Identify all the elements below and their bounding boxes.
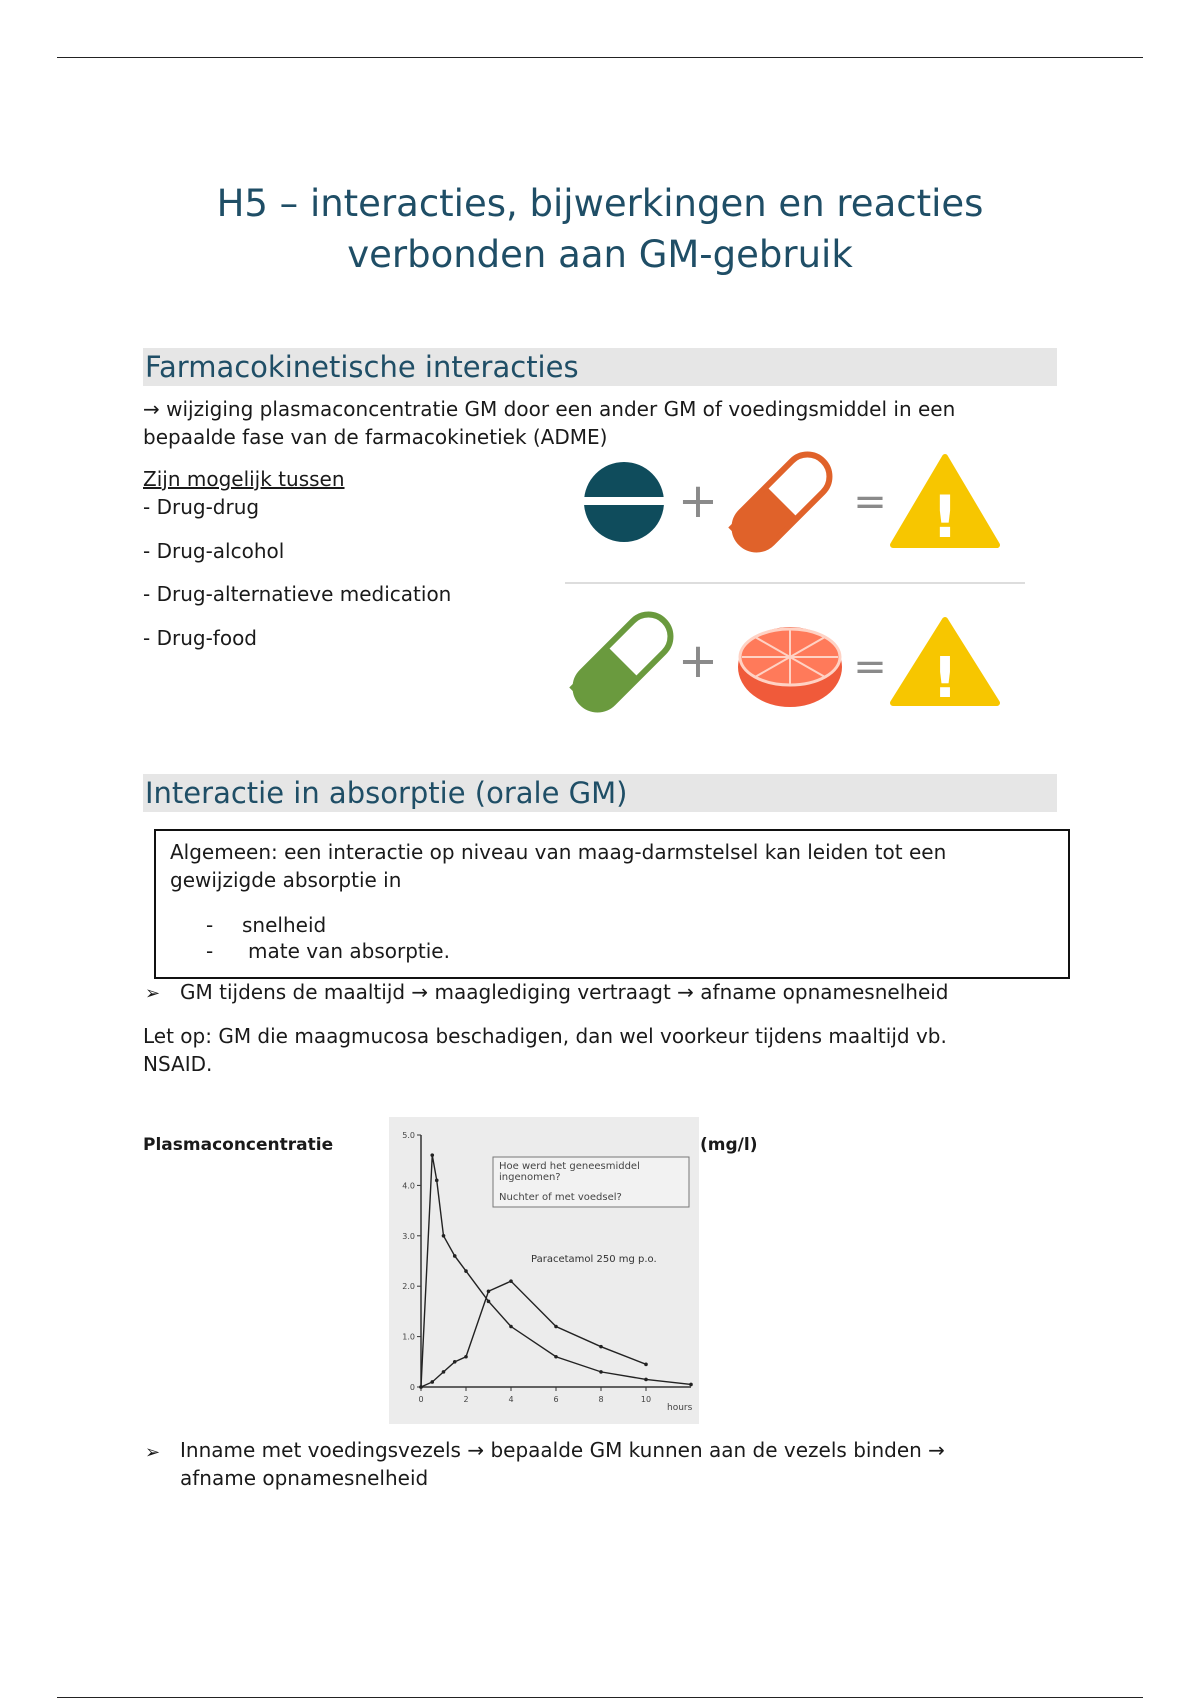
warning-icon bbox=[893, 457, 997, 551]
data-point bbox=[644, 1378, 648, 1382]
bullet-fiber-line-1: Inname met voedingsvezels → bepaalde GM kunnen aan de vezels binden → bbox=[180, 1438, 945, 1462]
y-tick-label: 2.0 bbox=[402, 1282, 415, 1292]
list-item: - Drug-drug bbox=[143, 495, 260, 519]
data-point bbox=[554, 1325, 558, 1329]
warning-icon bbox=[893, 620, 997, 711]
data-point bbox=[599, 1370, 603, 1374]
data-point bbox=[554, 1355, 558, 1359]
data-point bbox=[487, 1300, 491, 1304]
equals-sign: = bbox=[853, 644, 887, 690]
box-item: mate van absorptie. bbox=[248, 939, 450, 963]
data-point bbox=[442, 1370, 446, 1374]
chart-ylabel-left: Plasmaconcentratie bbox=[143, 1135, 334, 1155]
title-line-1: H5 – interacties, bijwerkingen en reacties bbox=[216, 182, 984, 225]
data-point bbox=[419, 1385, 423, 1389]
data-point bbox=[509, 1325, 513, 1329]
warning-mark: ! bbox=[931, 483, 959, 551]
note-line-1: Let op: GM die maagmucosa beschadigen, dan wel voorkeur tijdens maaltijd vb. bbox=[143, 1024, 947, 1048]
data-point bbox=[599, 1345, 603, 1349]
data-point bbox=[442, 1234, 446, 1238]
data-point bbox=[487, 1289, 491, 1293]
note-line-2: NSAID. bbox=[143, 1052, 213, 1076]
section-heading-absorptie: Interactie in absorptie (orale GM) bbox=[143, 774, 1057, 812]
legend-line-2: ingenomen? bbox=[499, 1172, 561, 1183]
title-line-2: verbonden aan GM-gebruik bbox=[347, 233, 853, 276]
box-dash: - bbox=[206, 939, 214, 963]
data-point bbox=[689, 1383, 693, 1387]
y-tick-label: 0 bbox=[409, 1383, 415, 1392]
y-tick-label: 5.0 bbox=[402, 1131, 415, 1140]
list-item: - Drug-food bbox=[143, 626, 257, 650]
x-tick-label: 8 bbox=[598, 1395, 604, 1404]
chart-annotation: Paracetamol 250 mg p.o. bbox=[531, 1254, 657, 1265]
intro-line-2: bepaalde fase van de farmacokinetiek (ADME) bbox=[143, 425, 608, 449]
x-tick-label: 6 bbox=[553, 1395, 559, 1404]
chart-ylabel-unit: (mg/l) bbox=[700, 1135, 758, 1155]
capsule-green-icon bbox=[566, 605, 679, 715]
x-tick-label: 4 bbox=[508, 1395, 514, 1404]
bullet-meal: GM tijdens de maaltijd → maaglediging vertraagt → afname opnamesnelheid bbox=[180, 980, 949, 1004]
arrow-bullet-icon: ➢ bbox=[145, 1442, 161, 1463]
data-point bbox=[435, 1179, 439, 1183]
definition-box bbox=[154, 829, 1070, 979]
grapefruit-icon bbox=[738, 627, 842, 707]
intro-line-1: → wijziging plasmaconcentratie GM door een ander GM of voedingsmiddel in een bbox=[143, 397, 956, 421]
arrow-bullet-icon: ➢ bbox=[145, 983, 161, 1004]
data-point bbox=[453, 1254, 457, 1258]
list-item: - Drug-alcohol bbox=[143, 539, 285, 563]
top-rule bbox=[57, 57, 1143, 58]
bottom-rule bbox=[57, 1697, 1143, 1698]
y-tick-label: 4.0 bbox=[402, 1181, 415, 1191]
box-line-2: gewijzigde absorptie in bbox=[170, 868, 402, 892]
box-line-1: Algemeen: een interactie op niveau van maag-darmstelsel kan leiden tot een bbox=[170, 840, 947, 864]
legend-line-3: Nuchter of met voedsel? bbox=[499, 1192, 622, 1203]
x-tick-label: 10 bbox=[640, 1395, 652, 1404]
interaction-illustration bbox=[565, 445, 1030, 715]
y-tick-label: 1.0 bbox=[402, 1332, 415, 1342]
x-axis-label: hours bbox=[667, 1403, 693, 1413]
x-tick-label: 2 bbox=[463, 1395, 469, 1404]
page-title bbox=[140, 178, 1060, 280]
data-point bbox=[509, 1279, 513, 1283]
x-tick-label: 0 bbox=[418, 1395, 424, 1404]
plus-sign: + bbox=[677, 473, 719, 529]
bullet-fiber-line-2: afname opnamesnelheid bbox=[180, 1466, 429, 1490]
chart-svg bbox=[389, 1117, 699, 1424]
box-dash: - bbox=[206, 913, 214, 937]
list-item: - Drug-alternatieve medication bbox=[143, 582, 452, 606]
tablet-icon bbox=[582, 462, 666, 542]
equals-sign: = bbox=[853, 479, 887, 525]
data-point bbox=[430, 1380, 434, 1384]
series-line-2 bbox=[421, 1281, 646, 1387]
plasma-chart bbox=[389, 1117, 699, 1424]
legend-line-1: Hoe werd het geneesmiddel bbox=[499, 1161, 640, 1172]
data-point bbox=[430, 1153, 434, 1157]
plus-sign: + bbox=[677, 633, 719, 689]
section-heading-farmacokinetische: Farmacokinetische interacties bbox=[143, 348, 1057, 386]
data-point bbox=[464, 1355, 468, 1359]
capsule-orange-icon bbox=[725, 445, 838, 558]
warning-mark: ! bbox=[932, 646, 958, 711]
data-point bbox=[644, 1363, 648, 1367]
list-title: Zijn mogelijk tussen bbox=[143, 467, 345, 491]
data-point bbox=[453, 1360, 457, 1364]
data-point bbox=[464, 1269, 468, 1273]
box-item: snelheid bbox=[242, 913, 327, 937]
y-tick-label: 3.0 bbox=[402, 1231, 415, 1241]
